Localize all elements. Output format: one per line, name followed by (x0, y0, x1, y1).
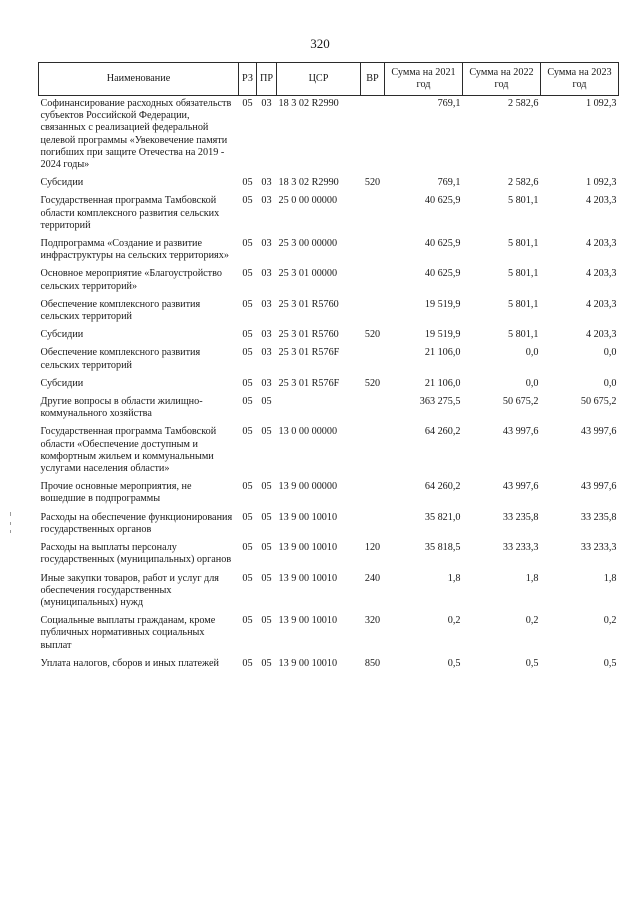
row-sum-2022: 2 582,6 (507, 177, 539, 189)
row-sum-2021: 769,1 (437, 98, 461, 109)
header-vr: ВР (361, 63, 385, 96)
table-row (39, 613, 619, 656)
row-sum-2023: 0,5 (603, 657, 617, 669)
row-pr: 05 (261, 511, 272, 523)
row-pr: 05 (261, 572, 272, 584)
table-row (39, 297, 619, 327)
row-sum-2022: 43 997,6 (502, 481, 539, 493)
row-pr: 05 (261, 615, 272, 627)
row-csr: 13 9 00 10010 (278, 657, 338, 669)
row-rz: 05 (242, 377, 253, 389)
row-vr (361, 193, 385, 236)
row-rz: 05 (242, 298, 253, 310)
table-row (39, 656, 619, 674)
row-name: Софинансирование расходных обязательств субъектов Российской Федерации, связанных с реализацией федеральной целевой программы «Увековечение памяти погибших при защите Отечества на 2019 - 2024 годы» (40, 98, 232, 171)
row-sum-2021: 35 821,0 (424, 511, 461, 523)
table-row (39, 193, 619, 236)
row-sum-2023: 43 997,6 (580, 426, 617, 438)
table-row (39, 540, 619, 570)
row-vr (361, 479, 385, 509)
row-csr: 13 9 00 00000 (278, 481, 338, 493)
row-pr: 03 (261, 329, 272, 341)
page-number: 320 (310, 36, 330, 51)
table-row (39, 394, 619, 424)
row-csr: 25 0 00 00000 (278, 195, 338, 207)
row-sum-2021: 19 519,9 (424, 329, 461, 341)
row-sum-2023: 0,2 (603, 615, 617, 627)
table-row (39, 571, 619, 614)
row-rz: 05 (242, 615, 253, 627)
row-name: Государственная программа Тамбовской области комплексного развития сельских территорий (40, 195, 220, 231)
row-pr: 03 (261, 177, 272, 189)
row-pr: 05 (261, 481, 272, 493)
row-sum-2023: 4 203,3 (585, 298, 617, 310)
table-row (39, 236, 619, 266)
row-vr: 520 (364, 329, 381, 341)
row-sum-2021: 0,5 (447, 657, 461, 669)
header-pr: ПР (257, 63, 277, 96)
row-name: Расходы на выплаты персоналу государственных (муниципальных) органов (40, 542, 232, 566)
row-vr: 240 (364, 572, 381, 584)
row-pr: 03 (261, 377, 272, 389)
row-vr (361, 236, 385, 266)
row-vr: 320 (364, 615, 381, 627)
row-sum-2022: 0,0 (525, 377, 539, 389)
row-vr (361, 266, 385, 296)
table-body (39, 96, 619, 674)
row-sum-2021: 19 519,9 (424, 298, 461, 310)
row-vr (361, 394, 385, 424)
row-sum-2022: 33 235,8 (502, 511, 539, 523)
row-vr (361, 297, 385, 327)
row-sum-2023: 4 203,3 (585, 195, 617, 207)
table-row (39, 266, 619, 296)
header-sum-2021: Сумма на 2021 год (385, 63, 463, 96)
row-sum-2023: 1,8 (603, 572, 617, 584)
row-name: Субсидии (40, 329, 84, 341)
row-sum-2021: 0,2 (447, 615, 461, 627)
row-vr: 850 (364, 657, 381, 669)
row-sum-2022: 5 801,1 (507, 329, 539, 341)
row-rz: 05 (242, 195, 253, 207)
row-sum-2023: 1 092,3 (585, 177, 617, 189)
scan-mark (10, 512, 11, 516)
row-name: Уплата налогов, сборов и иных платежей (40, 657, 219, 669)
row-csr: 18 3 02 R2990 (278, 177, 339, 189)
row-sum-2021: 64 260,2 (424, 481, 461, 493)
row-pr: 03 (261, 195, 272, 207)
row-name: Обеспечение комплексного развития сельских территорий (40, 347, 201, 371)
row-name: Государственная программа Тамбовской области «Обеспечение доступным и комфортным жильем и коммунальными услугами населения области» (40, 426, 217, 475)
row-rz: 05 (242, 426, 253, 438)
row-sum-2021: 64 260,2 (424, 426, 461, 438)
row-name: Социальные выплаты гражданам, кроме публичных нормативных социальных выплат (40, 615, 216, 651)
row-csr: 13 9 00 10010 (278, 615, 338, 627)
row-vr (361, 424, 385, 479)
row-name: Подпрограмма «Создание и развитие инфраструктуры на сельских территориях» (40, 238, 229, 262)
row-vr: 520 (364, 377, 381, 389)
row-rz: 05 (242, 177, 253, 189)
row-pr: 03 (261, 347, 272, 359)
row-sum-2023: 0,0 (603, 347, 617, 359)
row-sum-2021: 21 106,0 (424, 377, 461, 389)
row-sum-2022: 5 801,1 (507, 298, 539, 310)
row-rz: 05 (242, 396, 253, 408)
row-csr: 13 9 00 10010 (278, 572, 338, 584)
table-row (39, 376, 619, 394)
row-sum-2021: 363 275,5 (419, 396, 461, 408)
row-sum-2022: 0,5 (525, 657, 539, 669)
row-vr (361, 510, 385, 540)
row-rz: 05 (242, 98, 253, 109)
table-row (39, 479, 619, 509)
row-name: Расходы на обеспечение функционирования государственных органов (40, 511, 233, 535)
row-pr: 05 (261, 542, 272, 554)
row-csr: 25 3 01 R576F (278, 347, 340, 359)
row-csr: 25 3 00 00000 (278, 238, 338, 250)
row-name: Субсидии (40, 377, 84, 389)
row-sum-2023: 33 233,3 (580, 542, 617, 554)
row-name: Субсидии (40, 177, 84, 189)
row-sum-2021: 769,1 (437, 177, 461, 189)
row-sum-2021: 21 106,0 (424, 347, 461, 359)
row-name: Другие вопросы в области жилищно-коммунального хозяйства (40, 396, 203, 420)
row-sum-2021: 40 625,9 (424, 268, 461, 280)
row-sum-2023: 50 675,2 (580, 396, 617, 408)
row-sum-2023: 33 235,8 (580, 511, 617, 523)
row-sum-2022: 0,0 (525, 347, 539, 359)
row-rz: 05 (242, 542, 253, 554)
row-sum-2022: 5 801,1 (507, 238, 539, 250)
header-sum-2022: Сумма на 2022 год (463, 63, 541, 96)
row-sum-2023: 4 203,3 (585, 329, 617, 341)
row-csr: 25 3 01 R5760 (278, 298, 339, 310)
row-sum-2021: 40 625,9 (424, 238, 461, 250)
table-row (39, 175, 619, 193)
row-pr: 03 (261, 238, 272, 250)
row-rz: 05 (242, 347, 253, 359)
row-sum-2023: 0,0 (603, 377, 617, 389)
table-row (39, 96, 619, 176)
row-pr: 03 (261, 268, 272, 280)
row-pr: 05 (261, 657, 272, 669)
row-rz: 05 (242, 238, 253, 250)
row-csr (277, 394, 361, 424)
row-sum-2022: 1,8 (525, 572, 539, 584)
row-sum-2022: 50 675,2 (502, 396, 539, 408)
row-csr: 13 0 00 00000 (278, 426, 338, 438)
row-name: Прочие основные мероприятия, не вошедшие в подпрограммы (40, 481, 192, 505)
scan-mark (10, 530, 11, 533)
row-sum-2023: 43 997,6 (580, 481, 617, 493)
row-rz: 05 (242, 329, 253, 341)
scan-mark (10, 522, 11, 525)
row-sum-2022: 43 997,6 (502, 426, 539, 438)
table-row (39, 424, 619, 479)
row-sum-2022: 2 582,6 (507, 98, 539, 109)
row-csr: 13 9 00 10010 (278, 511, 338, 523)
row-rz: 05 (242, 657, 253, 669)
row-sum-2022: 5 801,1 (507, 195, 539, 207)
row-csr: 13 9 00 10010 (278, 542, 338, 554)
row-csr: 25 3 01 R576F (278, 377, 340, 389)
row-sum-2021: 1,8 (447, 572, 461, 584)
row-pr: 05 (261, 426, 272, 438)
row-pr: 03 (261, 298, 272, 310)
row-rz: 05 (242, 511, 253, 523)
row-sum-2021: 35 818,5 (424, 542, 461, 554)
table-row (39, 327, 619, 345)
header-csr: ЦСР (277, 63, 361, 96)
header-rz: РЗ (239, 63, 257, 96)
header-name: Наименование (39, 63, 239, 96)
row-csr: 25 3 01 00000 (278, 268, 338, 280)
row-rz: 05 (242, 481, 253, 493)
row-name: Обеспечение комплексного развития сельских территорий (40, 298, 201, 323)
row-sum-2023: 4 203,3 (585, 238, 617, 250)
row-name: Иные закупки товаров, работ и услуг для обеспечения государственных (муниципальных) нужд (40, 572, 219, 608)
row-vr: 120 (364, 542, 381, 554)
header-sum-2023: Сумма на 2023 год (541, 63, 619, 96)
row-csr: 25 3 01 R5760 (278, 329, 339, 341)
budget-table (38, 62, 619, 674)
row-sum-2021: 40 625,9 (424, 195, 461, 207)
row-vr (361, 345, 385, 375)
table-row (39, 345, 619, 375)
row-sum-2023: 1 092,3 (585, 98, 617, 109)
row-pr: 05 (261, 396, 272, 408)
table-row (39, 510, 619, 540)
row-sum-2022: 5 801,1 (507, 268, 539, 280)
row-rz: 05 (242, 268, 253, 280)
row-vr: 520 (364, 177, 381, 189)
row-sum-2022: 0,2 (525, 615, 539, 627)
row-csr: 18 3 02 R2990 (278, 98, 339, 109)
table-header (39, 63, 619, 96)
row-sum-2022: 33 233,3 (502, 542, 539, 554)
row-sum-2023: 4 203,3 (585, 268, 617, 280)
row-rz: 05 (242, 572, 253, 584)
row-vr (361, 96, 385, 176)
row-name: Основное мероприятие «Благоустройство сельских территорий» (40, 268, 222, 292)
row-pr: 03 (261, 98, 272, 109)
